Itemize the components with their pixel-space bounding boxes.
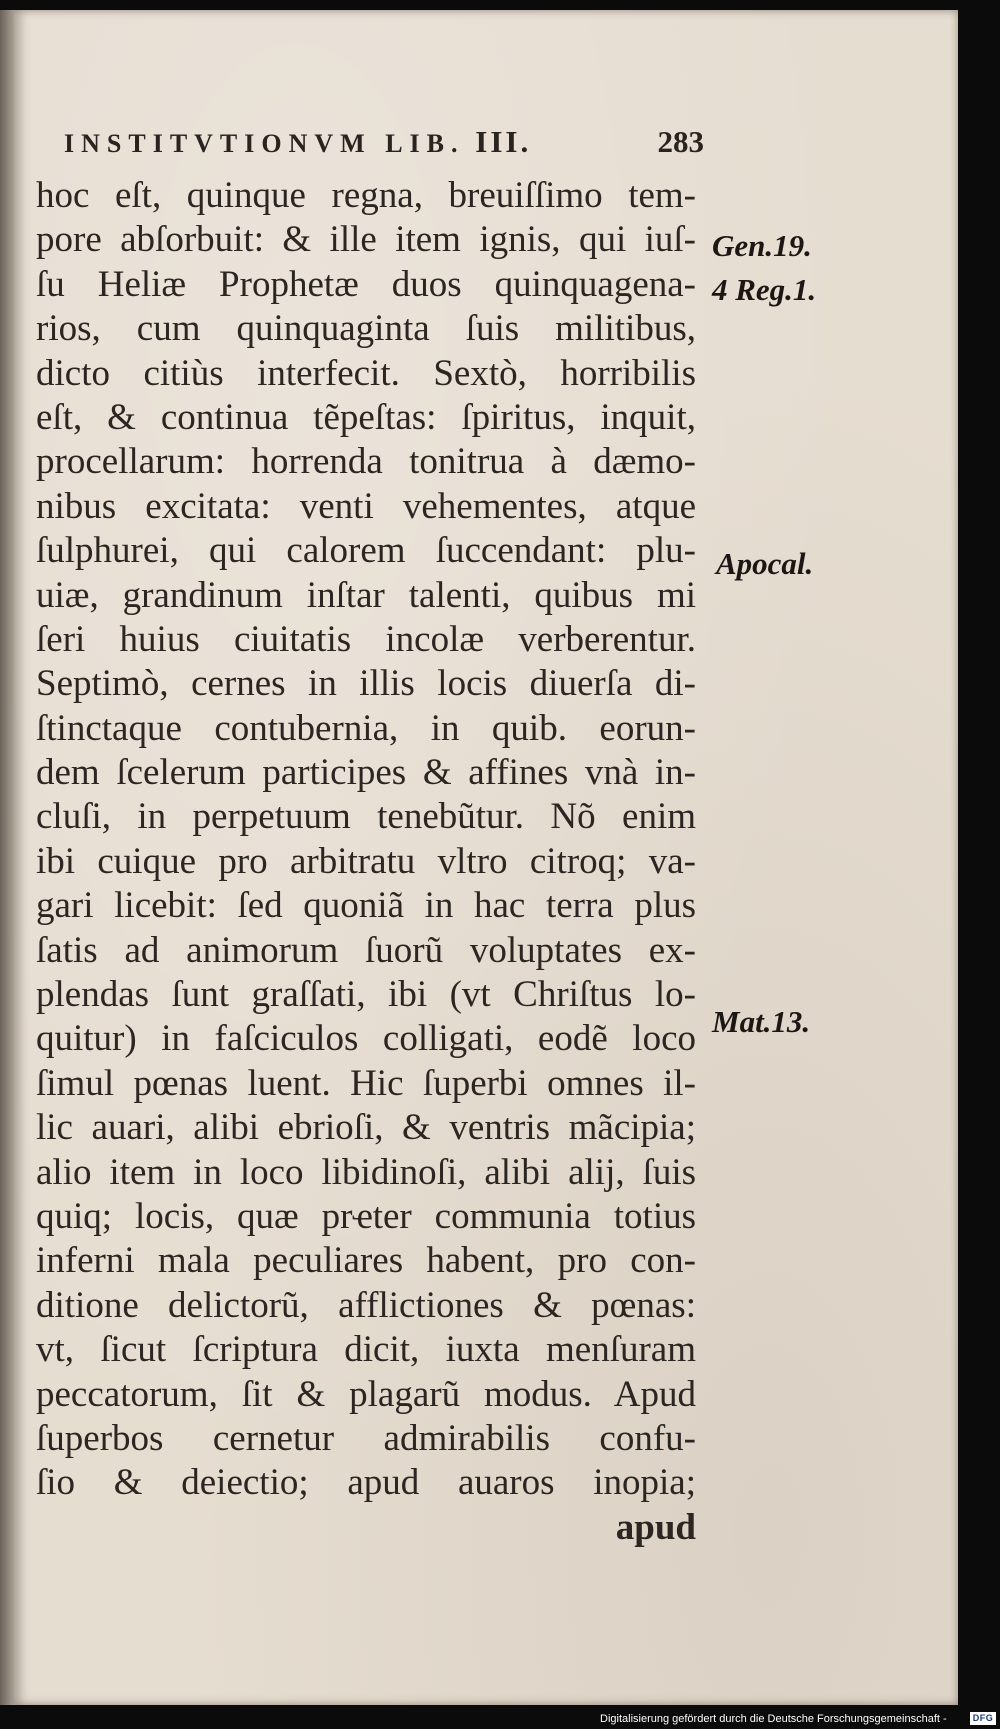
text-line: lic auari, alibi ebrioſi, & ventris mãcipia; xyxy=(36,1107,696,1149)
text-line: uiæ, grandinum inſtar talenti, quibus mi xyxy=(36,574,696,616)
text-line: procellarum: horrenda tonitrua à dæmo- xyxy=(36,441,696,483)
text-line: dicto citiùs interfecit. Sextò, horribilis xyxy=(36,352,696,394)
text-line: nibus excitata: venti vehementes, atque xyxy=(36,485,696,527)
text-line: ſatis ad animorum ſuorũ voluptates ex- xyxy=(36,929,696,971)
text-line: alio item in loco libidinoſi, alibi alij, ſuis xyxy=(36,1151,696,1193)
digitization-credit: Digitalisierung gefördert durch die Deutsche Forschungsgemeinschaft - xyxy=(600,1713,947,1725)
dfg-logo: DFG xyxy=(970,1712,996,1725)
running-head-title: INSTITVTIONVM LIB. xyxy=(64,129,465,158)
page-edge-shadow xyxy=(0,10,14,1705)
text-line: ſu Heliæ Prophetæ duos quinquagena- xyxy=(36,263,696,305)
page-number: 283 xyxy=(657,124,704,159)
margin-note-apocal: Apocal. xyxy=(716,546,814,581)
margin-note-gen: Gen.19. xyxy=(712,228,812,263)
body-text xyxy=(36,174,696,1550)
text-line: ditione delictorũ, afflictiones & pœnas: xyxy=(36,1284,696,1326)
text-line: vt, ſicut ſcriptura dicit, iuxta menſuram xyxy=(36,1329,696,1371)
text-line: ſimul pœnas luent. Hic ſuperbi omnes il- xyxy=(36,1062,696,1104)
text-line: quitur) in faſciculos colligati, eodẽ loco xyxy=(36,1018,696,1060)
text-line: quiq; locis, quæ prҽter communia totius xyxy=(36,1195,696,1237)
text-line: ſtinctaque contubernia, in quib. eorun- xyxy=(36,707,696,749)
text-line: dem ſcelerum participes & affines vnà in- xyxy=(36,752,696,794)
text-line: hoc eſt, quinque regna, breuiſſimo tem- xyxy=(36,175,696,216)
margin-note-mat: Mat.13. xyxy=(712,1004,811,1039)
text-line: plendas ſunt graſſati, ibi (vt Chriſtus lo- xyxy=(36,974,696,1016)
text-line: Septimò, cernes in illis locis diuerſa di- xyxy=(36,663,696,705)
text-line: cluſi, in perpetuum tenebũtur. Nõ enim xyxy=(36,796,696,838)
text-line: ſulphurei, qui calorem ſuccendant: plu- xyxy=(36,530,696,572)
text-line: rios, cum quinquaginta ſuis militibus, xyxy=(36,308,696,350)
text-line: pore abſorbuit: & ille item ignis, qui iuſ- xyxy=(36,219,696,261)
running-head-book: III. xyxy=(475,124,532,159)
text-line: inferni mala peculiares habent, pro con- xyxy=(36,1240,696,1282)
text-line: ibi cuique pro arbitratu vltro citroq; va- xyxy=(36,840,696,882)
text-line: peccatorum, ſit & plagarũ modus. Apud xyxy=(36,1373,696,1415)
text-line: ſeri huius ciuitatis incolæ verberentur. xyxy=(36,618,696,660)
text-line: gari licebit: ſed quoniã in hac terra plus xyxy=(36,885,696,927)
catchword: apud xyxy=(615,1506,696,1548)
text-line: ſuperbos cernetur admirabilis confu- xyxy=(36,1417,696,1459)
text-line: ſio & deiectio; apud auaros inopia; xyxy=(36,1462,696,1504)
running-head xyxy=(64,124,704,160)
margin-note-reg: 4 Reg.1. xyxy=(712,272,817,307)
text-line: eſt, & continua tẽpeſtas: ſpiritus, inquit, xyxy=(36,396,696,438)
